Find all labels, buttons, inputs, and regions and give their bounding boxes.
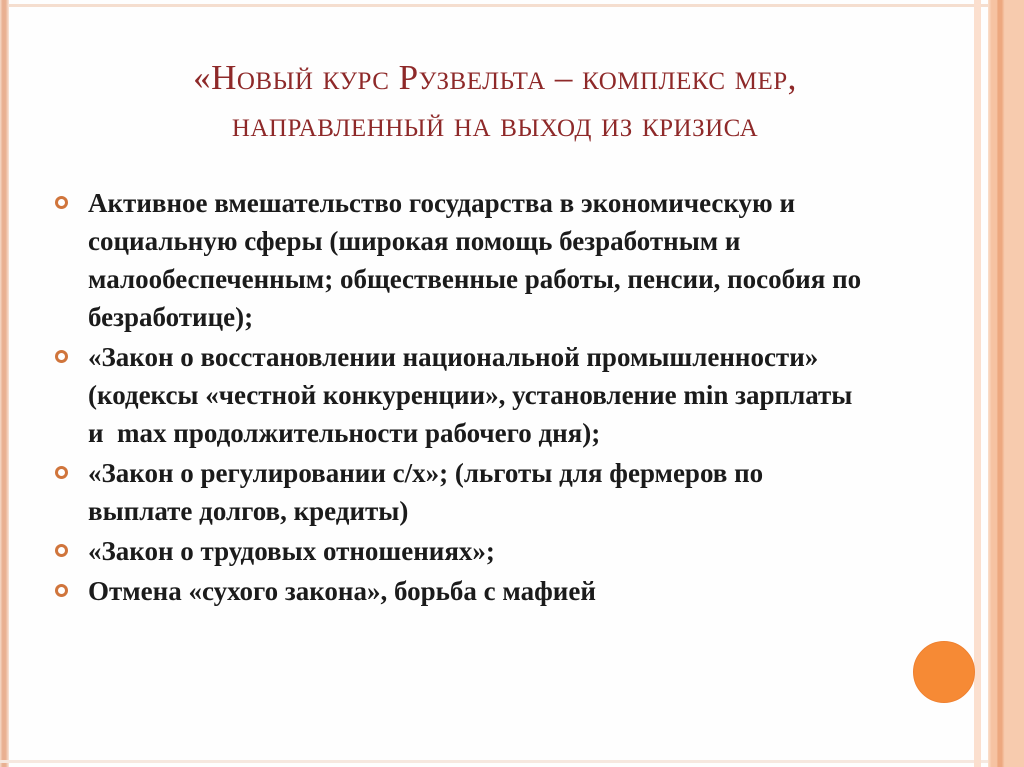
bullet-text-line: (кодексы «честной конкуренции», установление min зарплаты bbox=[88, 380, 853, 410]
title-line-2: направленный на выход из кризиса bbox=[231, 105, 759, 144]
bottom-border-line bbox=[0, 760, 1024, 763]
bullet-text-line: Активное вмешательство государства в экономическую и bbox=[88, 188, 795, 218]
bullet-list bbox=[52, 184, 938, 612]
bullet-circle-icon bbox=[55, 350, 68, 363]
list-item bbox=[52, 454, 938, 530]
bullet-text-line: «Закон о регулировании с/х»; (льготы для фермеров по bbox=[88, 458, 764, 488]
bullet-circle-icon bbox=[55, 466, 68, 479]
top-border-line bbox=[0, 4, 1024, 7]
bullet-text-line: безработице); bbox=[88, 302, 254, 332]
list-item bbox=[52, 338, 938, 452]
bullet-circle-icon bbox=[55, 196, 68, 209]
bullet-text-line: Отмена «сухого закона», борьба с мафией bbox=[88, 576, 596, 606]
left-border-stripe bbox=[0, 0, 9, 767]
slide-title bbox=[30, 54, 960, 148]
bullet-circle-icon bbox=[55, 584, 68, 597]
accent-circle bbox=[913, 641, 975, 703]
right-border-band bbox=[988, 0, 1024, 767]
title-line-1: «Новый курс Рузвельта – комплекс мер, bbox=[193, 58, 797, 97]
bullet-text-line: «Закон о трудовых отношениях»; bbox=[88, 536, 495, 566]
right-thin-stripe bbox=[974, 0, 981, 767]
bullet-text-line: выплате долгов, кредиты) bbox=[88, 496, 409, 526]
bullet-circle-icon bbox=[55, 544, 68, 557]
bullet-text-line: малообеспеченным; общественные работы, пенсии, пособия по bbox=[88, 264, 862, 294]
bullet-text-line: и max продолжительности рабочего дня); bbox=[88, 418, 601, 448]
list-item bbox=[52, 184, 938, 336]
bullet-text-line: «Закон о восстановлении национальной промышленности» bbox=[88, 342, 819, 372]
list-item bbox=[52, 532, 938, 570]
bullet-text-line: социальную сферы (широкая помощь безработным и bbox=[88, 226, 741, 256]
list-item bbox=[52, 572, 938, 610]
